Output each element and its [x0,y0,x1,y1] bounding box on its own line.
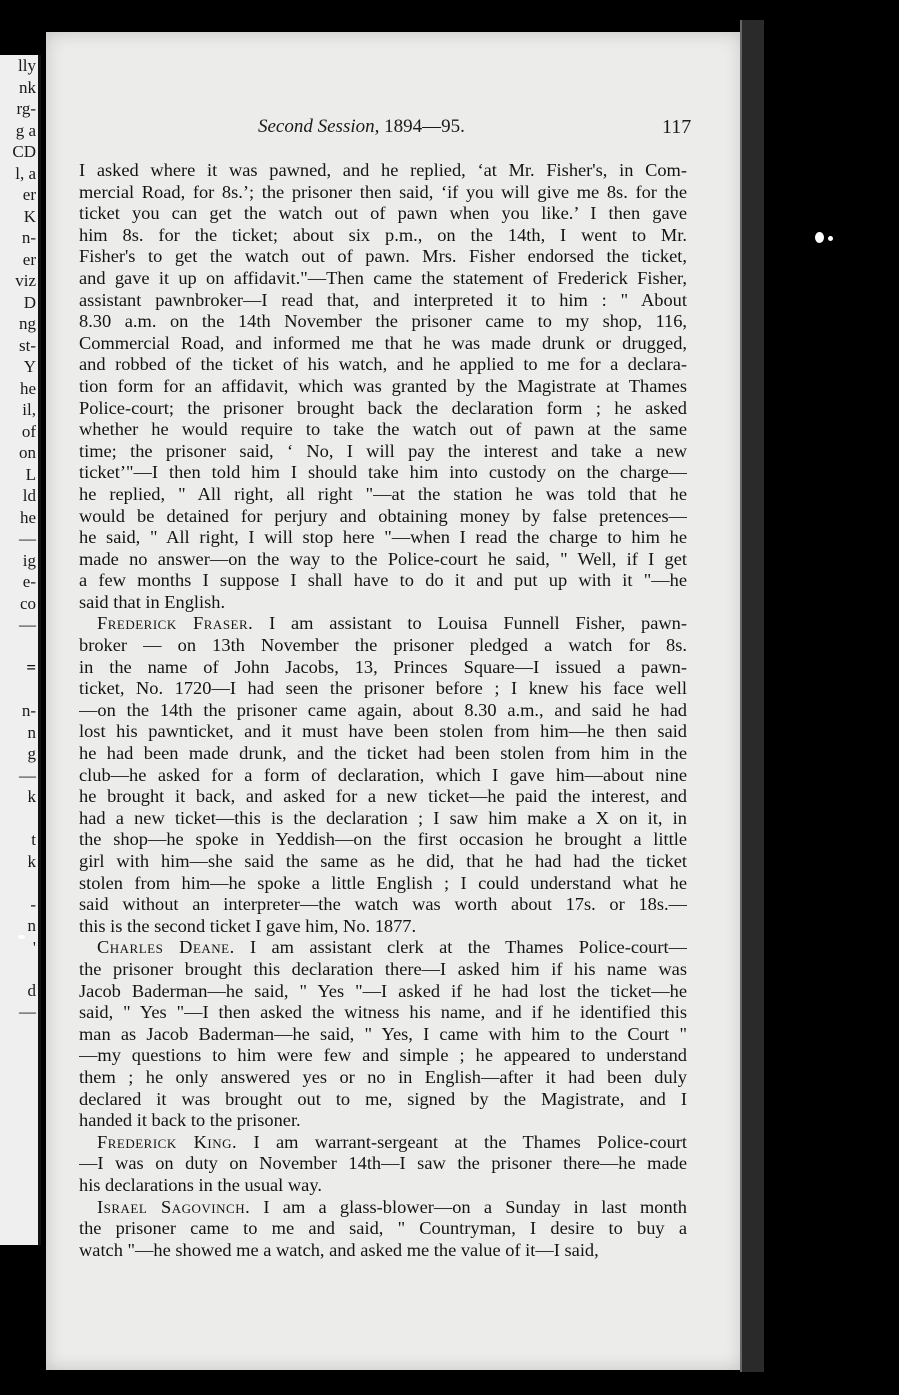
running-title: Second Session, [258,116,380,137]
speaker-name: Israel Sagovinch. [97,1196,251,1217]
text-line: assistant pawnbroker—I read that, and interpreted it to him : " About [79,289,687,310]
margin-fragment: ld [22,486,36,505]
speaker-name: Frederick Fraser. [97,613,254,634]
margin-fragment [0,872,38,894]
text-line: Jacob Baderman—he said, " Yes "—I asked if he had lost the ticket—he [79,980,687,1001]
text-line: tion form for an affidavit, which was granted by the Magistrate at Thames [79,375,687,396]
speaker-name: Charles Deane. [97,937,235,958]
text-line: time; the prisoner said, ‘ No, I will pay the interest and take a new [79,440,687,461]
margin-fragment: l, a [15,163,36,183]
margin-fragment: of [21,421,36,441]
margin-fragment: — [19,615,36,634]
margin-fragment: - [30,894,36,914]
margin-fragment: — [19,1002,36,1021]
text-line: said that in English. [79,591,226,612]
margin-fragment: — [19,529,36,548]
paragraph [79,1132,687,1197]
text-line: man as Jacob Baderman—he said, " Yes, I came with him to the Court " [79,1023,687,1044]
margin-fragment: d [27,980,36,1000]
text-line: mercial Road, for 8s.’; the prisoner then said, ‘if you will give me 8s. for the [79,181,687,202]
text-line: a few months I suppose I shall have to do it and put up with it "—he [79,570,687,591]
margin-fragment: K [23,206,36,226]
margin-fragment: nk [19,77,36,97]
margin-fragment: ng [19,314,36,333]
margin-fragment: il, [22,400,36,419]
text-line: —on the 14th the prisoner came again, about 8.30 a.m., and said he had [79,699,687,720]
margin-fragment [0,808,38,830]
text-line: lost his pawnticket, and it must have been stolen from him—he then said [79,721,687,742]
text-line: the shop—he spoke in Yeddish—on the first occasion he brought a little [79,829,687,850]
film-speck [18,935,25,939]
text-line: handed it back to the prisoner. [79,1110,301,1131]
margin-fragment: er [22,249,36,269]
margin-fragment: viz [15,271,36,290]
margin-fragment [0,958,38,980]
margin-fragment: ig [22,550,36,570]
line-text: I am assistant to Louisa Funnell Fisher, pawn- [253,613,687,634]
text-line: and gave it up on affidavit."—Then came the statement of Frederick Fisher, [79,267,687,288]
running-head [258,116,558,138]
margin-fragment: st- [19,335,36,355]
text-line: had a new ticket—this is the declaration ; I saw him make a X on it, in [79,807,687,828]
text-line: he replied, " All right, all right "—at the station he was told that he [79,483,687,504]
margin-fragment: k [27,787,36,806]
book-page [46,32,742,1370]
margin-fragment: — [19,765,36,785]
text-line: club—he asked for a form of declaration, which I gave him—about nine [79,764,687,785]
text-line: Police-court; the prisoner brought back the declaration form ; he asked [79,397,687,418]
margin-fragment: = [26,658,36,677]
text-line: him 8s. for the ticket; about six p.m., on the 14th, I went to Mr. [79,224,687,245]
margin-fragment: k [27,851,36,871]
text-line [79,937,687,959]
text-line: Commercial Road, and informed me that he was made drunk or drugged, [79,332,687,353]
running-year: 1894—95. [384,116,465,137]
margin-fragment: lly [18,56,36,75]
margin-fragment [0,679,38,701]
paragraph [79,937,687,1131]
margin-fragment: he [19,507,36,527]
margin-fragment: n [27,916,36,935]
margin-fragment: on [19,443,36,462]
margin-fragment: D [23,292,36,312]
text-line: watch "—he showed me a watch, and asked me the value of it—I said, [79,1239,599,1260]
margin-fragment: ' [32,937,36,957]
text-line: and robbed of the ticket of his watch, and he applied to me for a declara- [79,354,687,375]
margin-fragment: n- [21,228,36,247]
margin-fragment: e- [22,572,36,591]
paragraph [79,1197,687,1262]
text-line: would be detained for perjury and obtaining money by false pretences— [79,505,687,526]
margin-fragment: CD [12,142,36,161]
text-line: in the name of John Jacobs, 13, Princes Square—I issued a pawn- [79,656,687,677]
margin-fragment: n [27,722,36,742]
text-line: ticket, No. 1720—I had seen the prisoner before ; I knew his face well [79,678,687,699]
margin-fragment: g a [15,120,36,140]
paragraph [79,160,687,613]
text-line: I asked where it was pawned, and he replied, ‘at Mr. Fisher's, in Com- [79,160,687,180]
line-text: I am a glass-blower—on a Sunday in last month [250,1196,687,1217]
page-number: 117 [662,116,692,138]
margin-fragment [0,636,38,658]
margin-fragment: g [27,744,36,763]
text-line: broker — on 13th November the prisoner pledged a watch for 8s. [79,635,687,656]
text-line: Fisher's to get the watch out of pawn. Mrs. Fisher endorsed the ticket, [79,246,687,267]
film-speck [828,236,833,241]
text-line: he had been made drunk, and the ticket had been stolen from him in the [79,743,687,764]
text-line: made no answer—on the way to the Police-court he said, " Well, if I get [79,548,687,569]
text-line: stolen from him—he spoke a little English ; I could understand what he [79,872,687,893]
book-edge [740,20,764,1372]
line-text: I am assistant clerk at the Thames Police-court— [234,937,687,958]
text-line: he said, " All right, I will stop here "—when I read the charge to him he [79,527,687,548]
margin-fragment: he [19,378,36,398]
margin-fragment: rg- [16,99,36,118]
text-line [79,1197,687,1219]
margin-fragment: n- [21,701,36,720]
text-line: the prisoner came to me and said, " Countryman, I desire to buy a [79,1218,687,1239]
text-line: whether he would require to take the watch out of pawn at the same [79,419,687,440]
text-line: his declarations in the usual way. [79,1174,322,1195]
text-line: —I was on duty on November 14th—I saw the prisoner there—he made [79,1153,687,1174]
line-text: I am warrant-sergeant at the Thames Police-court [237,1131,687,1152]
text-line: said without an interpreter—the watch was worth about 17s. or 18s.— [79,894,687,915]
text-line: declared it was brought out to me, signed by the Magistrate, and I [79,1088,687,1109]
margin-fragment: Y [23,357,36,376]
text-line [79,1132,687,1154]
body-text [79,160,687,1261]
text-line: girl with him—she said the same as he did, that he had had the ticket [79,851,687,871]
paragraph [79,613,687,937]
text-line: —my questions to him were few and simple ; he appeared to understand [79,1045,687,1066]
text-line: ticket’"—I then told him I should take him into custody on the charge— [79,462,687,483]
margin-fragment: L [25,464,36,484]
text-line: this is the second ticket I gave him, No. 1877. [79,915,417,936]
text-line: said, " Yes "—I then asked the witness his name, and if he identified this [79,1002,687,1023]
text-line: he brought it back, and asked for a new ticket—he paid the interest, and [79,786,687,807]
text-line: them ; he only answered yes or no in English—after it had been duly [79,1066,687,1087]
margin-fragment: t [31,830,36,849]
margin-fragment: er [22,185,36,204]
text-line: 8.30 a.m. on the 14th November the prisoner came to my shop, 116, [79,311,687,332]
text-line [79,613,687,635]
speaker-name: Frederick King. [97,1131,238,1152]
film-speck [815,232,824,243]
text-line: ticket you can get the watch out of pawn when you like.’ I then gave [79,203,687,224]
text-line: the prisoner brought this declaration there—I asked him if his name was [79,958,687,979]
margin-fragment: co [19,593,36,613]
adjacent-page-strip [0,55,41,1245]
